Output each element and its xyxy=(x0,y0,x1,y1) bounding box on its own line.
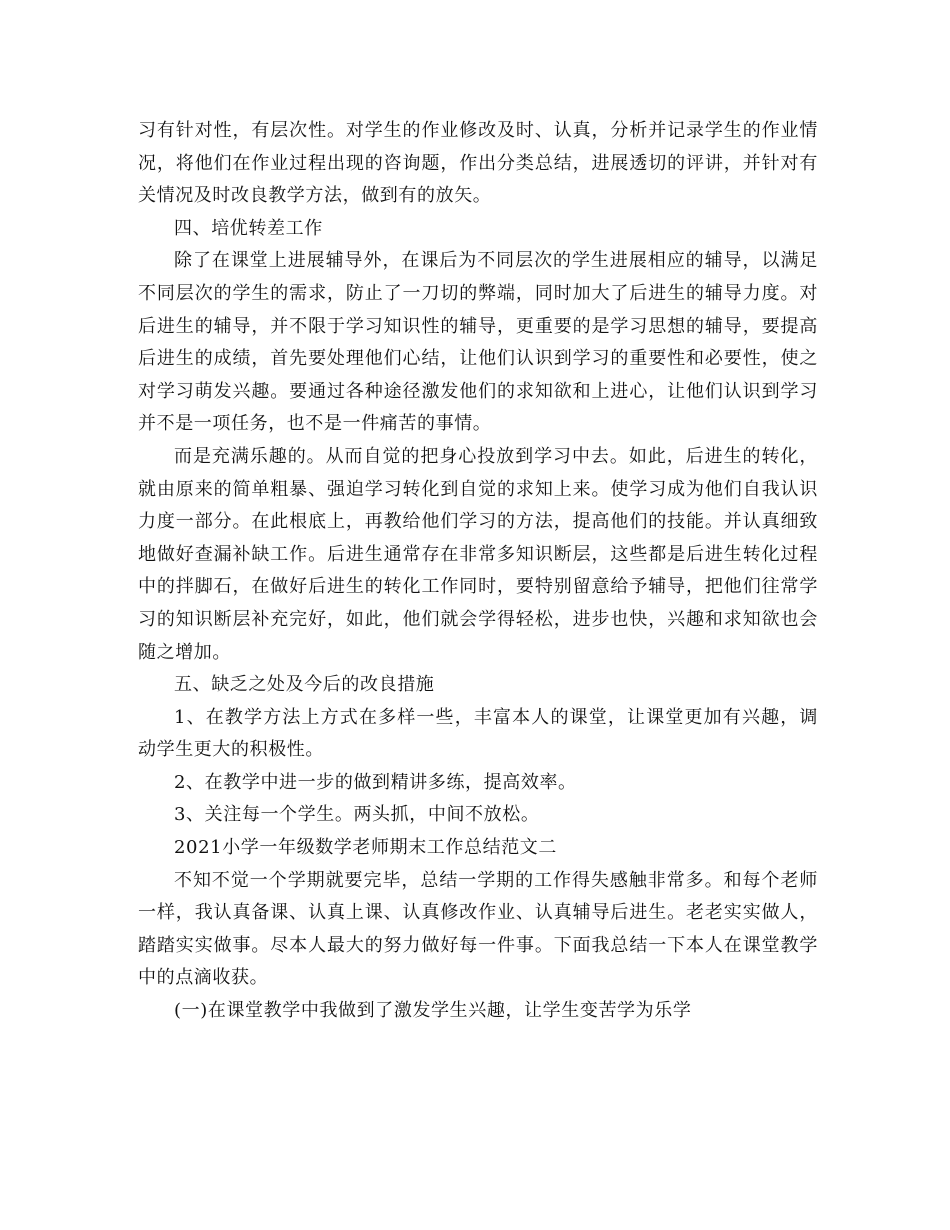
paragraph: 除了在课堂上进展辅导外，在课后为不同层次的学生进展相应的辅导，以满足不同层次的学生的需求，防止了一刀切的弊端，同时加大了后进生的辅导力度。对后进生的辅导，并不限于学习知识性的辅导，更重要的是学习思想的辅导，要提高后进生的成绩，首先要处理他们心结，让他们认识到学习的重要性和必要性，使之对学习萌发兴趣。要通过各种途径激发他们的求知欲和上进心，让他们认识到学习并不是一项任务，也不是一件痛苦的事情。 xyxy=(138,250,818,435)
article-title: 2021小学一年级数学老师期末工作总结范文二 xyxy=(174,837,558,859)
subsection-heading: (一)在课堂教学中我做到了激发学生兴趣，让学生变苦学为乐学 xyxy=(174,1000,692,1022)
section-heading-5: 五、缺乏之处及今后的改良措施 xyxy=(174,674,435,696)
paragraph: 而是充满乐趣的。从而自觉的把身心投放到学习中去。如此，后进生的转化，就由原来的简单粗暴、强迫学习转化到自觉的求知上来。使学习成为他们自我认识力度一部分。在此根底上，再教给他们学习的方法，提高他们的技能。并认真细致地做好查漏补缺工作。后进生通常存在非常多知识断层，这些都是后进生转化过程中的拌脚石，在做好后进生的转化工作同时，要特别留意给予辅导，把他们往常学习的知识断层补充完好，如此，他们就会学得轻松，进步也快，兴趣和求知欲也会随之增加。 xyxy=(138,445,818,663)
paragraph: 不知不觉一个学期就要完毕，总结一学期的工作得失感触非常多。和每个老师一样，我认真备课、认真上课、认真修改作业、认真辅导后进生。老老实实做人，踏踏实实做事。尽本人最大的努力做好每一件事。下面我总结一下本人在课堂教学中的点滴收获。 xyxy=(138,869,818,989)
list-item-2: 2、在教学中进一步的做到精讲多练，提高效率。 xyxy=(174,771,577,793)
section-heading-4: 四、培优转差工作 xyxy=(174,217,323,239)
list-item-1: 1、在教学方法上方式在多样一些，丰富本人的课堂，让课堂更加有兴趣，调动学生更大的积极性。 xyxy=(138,706,818,761)
document-body xyxy=(138,115,818,1028)
paragraph-continuation: 习有针对性，有层次性。对学生的作业修改及时、认真，分析并记录学生的作业情况，将他们在作业过程出现的咨询题，作出分类总结，进展透切的评讲，并针对有关情况及时改良教学方法，做到有的放矢。 xyxy=(138,120,818,207)
list-item-3: 3、关注每一个学生。两头抓，中间不放松。 xyxy=(174,804,540,826)
